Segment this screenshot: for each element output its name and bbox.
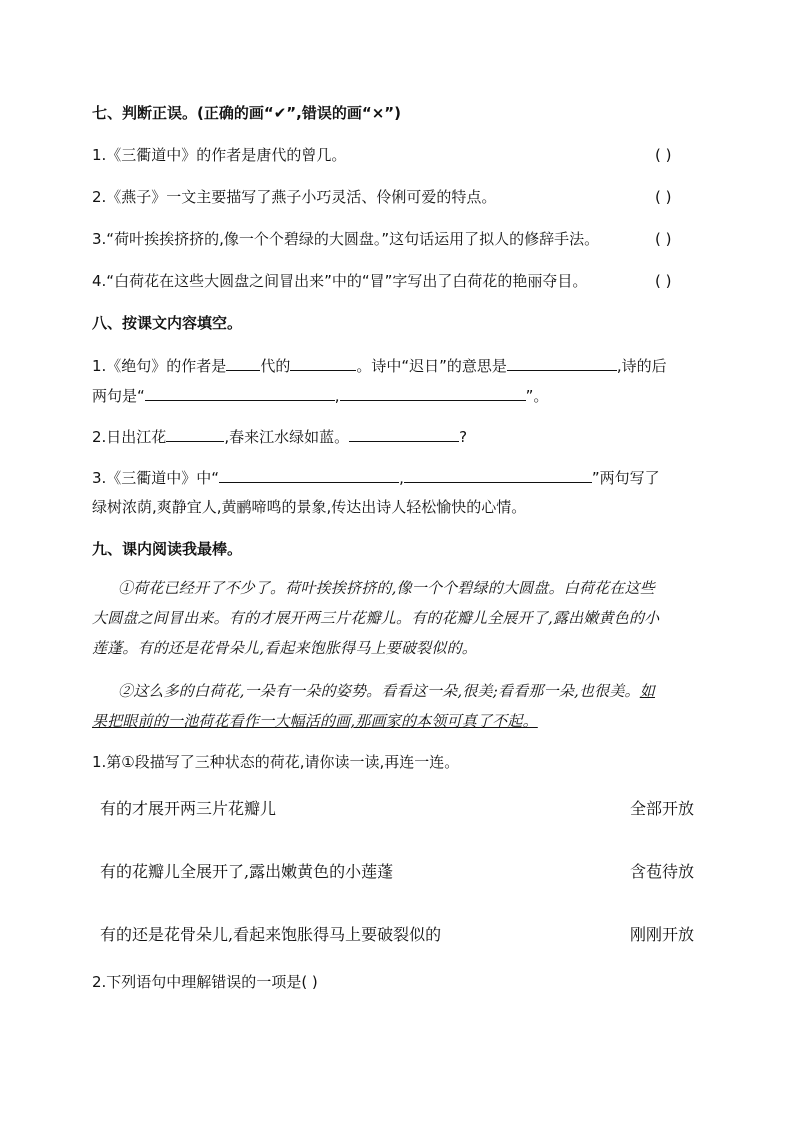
fill-q1-text-f: , bbox=[334, 387, 340, 405]
fill-q3-line1 bbox=[92, 467, 660, 488]
section-7-title: 七、判断正误。(正确的画“✔”,错误的画“×”) bbox=[92, 104, 401, 122]
passage-p1-line1: ①荷花已经开了不少了。荷叶挨挨挤挤的,像一个个碧绿的大圆盘。白荷花在这些 bbox=[118, 579, 655, 597]
fill-q1-text-d: ,诗的后 bbox=[616, 357, 667, 375]
match-left-1[interactable]: 有的才展开两三片花瓣儿 bbox=[100, 799, 277, 818]
fill-blank-sanqu-2[interactable] bbox=[404, 467, 592, 483]
fill-q3-text-b: , bbox=[399, 469, 404, 487]
match-left-2[interactable]: 有的花瓣儿全展开了,露出嫩黄色的小莲蓬 bbox=[100, 862, 394, 881]
passage-p2-line1-text: ②这么多的白荷花,一朵有一朵的姿势。看看这一朵,很美;看看那一朵,也很美。 bbox=[118, 682, 640, 700]
fill-q2-line bbox=[92, 426, 467, 447]
fill-q1-text-a: 1.《绝句》的作者是 bbox=[92, 357, 227, 375]
fill-q1-line1 bbox=[92, 355, 667, 376]
fill-blank-meaning[interactable] bbox=[507, 355, 617, 371]
fill-q1-text-b: 代的 bbox=[260, 357, 291, 375]
match-right-3[interactable]: 刚刚开放 bbox=[629, 925, 694, 944]
fill-blank-author[interactable] bbox=[290, 355, 356, 371]
judge-item-3: 3.“荷叶挨挨挤挤的,像一个个碧绿的大圆盘。”这句话运用了拟人的修辞手法。 bbox=[92, 230, 600, 248]
fill-q2-text-a: 2.日出江花 bbox=[92, 428, 167, 446]
judge-item-2: 2.《燕子》一文主要描写了燕子小巧灵活、伶俐可爱的特点。 bbox=[92, 188, 497, 206]
passage-underlined-start: 如 bbox=[639, 682, 655, 700]
fill-q1-line2 bbox=[92, 385, 548, 406]
judge-item-1: 1.《三衢道中》的作者是唐代的曾几。 bbox=[92, 146, 347, 164]
passage-p1-line3: 莲蓬。有的还是花骨朵儿,看起来饱胀得马上要破裂似的。 bbox=[92, 639, 477, 657]
reading-q2: 2.下列语句中理解错误的一项是( ) bbox=[92, 973, 318, 991]
judge-answer-1[interactable]: ( ) bbox=[655, 146, 672, 164]
match-right-2[interactable]: 含苞待放 bbox=[629, 862, 694, 881]
judge-answer-2[interactable]: ( ) bbox=[655, 188, 672, 206]
fill-blank-dynasty[interactable] bbox=[226, 355, 260, 371]
judge-answer-3[interactable]: ( ) bbox=[655, 230, 672, 248]
fill-blank-line3[interactable] bbox=[145, 385, 335, 401]
fill-q1-text-g: ”。 bbox=[525, 387, 549, 405]
passage-p2-line2-underlined: 果把眼前的一池荷花看作一大幅活的画,那画家的本领可真了不起。 bbox=[92, 712, 538, 730]
fill-q1-text-c: 。诗中“迟日”的意思是 bbox=[356, 357, 507, 375]
fill-blank-line4[interactable] bbox=[340, 385, 526, 401]
fill-blank-poem-1[interactable] bbox=[166, 426, 224, 442]
fill-q2-text-b: ,春来江水绿如蓝。 bbox=[224, 428, 350, 446]
match-left-3[interactable]: 有的还是花骨朵儿,看起来饱胀得马上要破裂似的 bbox=[100, 925, 442, 944]
passage-p1-line2: 大圆盘之间冒出来。有的才展开两三片花瓣儿。有的花瓣儿全展开了,露出嫩黄色的小 bbox=[92, 609, 660, 627]
passage-p2-line1 bbox=[118, 681, 655, 701]
judge-answer-4[interactable]: ( ) bbox=[655, 272, 672, 290]
fill-blank-sanqu-1[interactable] bbox=[219, 467, 399, 483]
judge-item-4: 4.“白荷花在这些大圆盘之间冒出来”中的“冒”字写出了白荷花的艳丽夺目。 bbox=[92, 272, 588, 290]
section-9-title: 九、课内阅读我最棒。 bbox=[92, 540, 243, 558]
reading-q1: 1.第①段描写了三种状态的荷花,请你读一读,再连一连。 bbox=[92, 753, 460, 771]
fill-q3-line2: 绿树浓荫,爽静宜人,黄鹂啼鸣的景象,传达出诗人轻松愉快的心情。 bbox=[92, 498, 527, 516]
section-8-title: 八、按课文内容填空。 bbox=[92, 314, 243, 332]
fill-blank-poem-2[interactable] bbox=[349, 426, 459, 442]
fill-q3-text-a: 3.《三衢道中》中“ bbox=[92, 469, 220, 487]
fill-q1-text-e: 两句是“ bbox=[92, 387, 145, 405]
match-right-1[interactable]: 全部开放 bbox=[629, 799, 694, 818]
fill-q2-text-c: ? bbox=[459, 428, 468, 446]
fill-q3-text-c: ”两句写了 bbox=[591, 469, 660, 487]
